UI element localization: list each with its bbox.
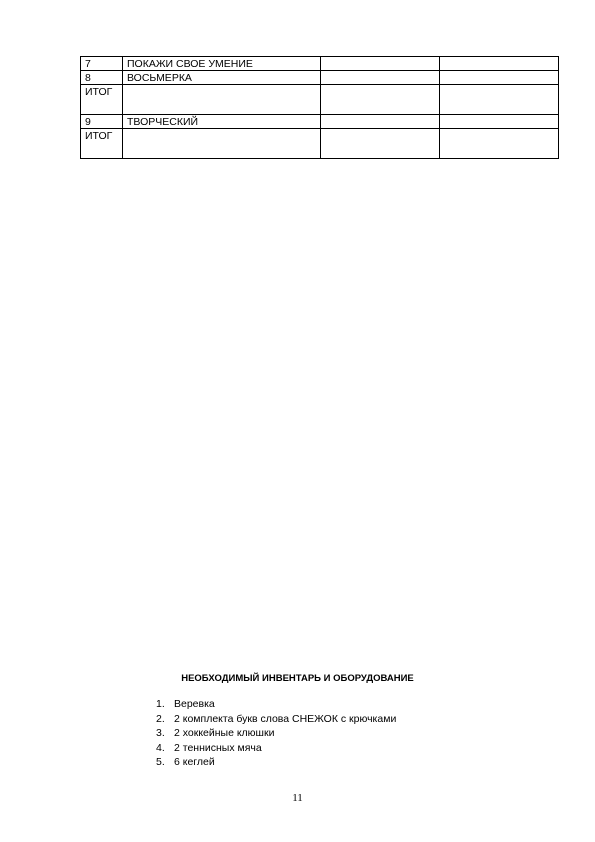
table-row-total	[81, 129, 559, 159]
item-number: 1.	[156, 698, 165, 710]
item-text: 6 кеглей	[174, 756, 215, 768]
item-text: 2 теннисных мяча	[174, 741, 262, 754]
list-item	[150, 712, 396, 727]
total-label: ИТОГ	[81, 85, 123, 115]
stage-name: ТВОРЧЕСКИЙ	[123, 115, 321, 129]
stage-name: ВОСЬМЕРКА	[123, 71, 321, 85]
score-cell	[321, 129, 440, 159]
score-table	[80, 56, 559, 159]
item-text: 2 хоккейные клюшки	[174, 727, 275, 739]
equipment-list	[150, 697, 396, 770]
table-row	[81, 115, 559, 129]
score-cell	[321, 115, 440, 129]
row-number: 9	[81, 115, 123, 129]
score-cell	[440, 57, 559, 71]
item-text: 2 комплекта букв слова СНЕЖОК с крючками	[174, 712, 397, 725]
score-cell	[440, 85, 559, 115]
table-row-total	[81, 85, 559, 115]
stage-name: ПОКАЖИ СВОЕ УМЕНИЕ	[123, 57, 321, 71]
item-number: 3.	[156, 727, 165, 739]
stage-name	[123, 85, 321, 115]
page-number: 11	[292, 792, 303, 804]
table-row	[81, 57, 559, 71]
score-cell	[321, 71, 440, 85]
list-item	[150, 697, 396, 712]
stage-name	[123, 129, 321, 159]
list-item	[150, 741, 396, 756]
item-number: 5.	[156, 756, 165, 768]
total-label: ИТОГ	[81, 129, 123, 159]
item-number: 2.	[156, 712, 165, 725]
score-cell	[440, 129, 559, 159]
score-cell	[440, 115, 559, 129]
list-item	[150, 755, 396, 770]
item-number: 4.	[156, 741, 165, 754]
row-number: 8	[81, 71, 123, 85]
table-row	[81, 71, 559, 85]
score-cell	[321, 57, 440, 71]
row-number: 7	[81, 57, 123, 71]
item-text: Веревка	[174, 698, 215, 710]
list-item	[150, 726, 396, 741]
score-cell	[321, 85, 440, 115]
equipment-heading: НЕОБХОДИМЫЙ ИНВЕНТАРЬ И ОБОРУДОВАНИЕ	[181, 673, 414, 684]
score-cell	[440, 71, 559, 85]
